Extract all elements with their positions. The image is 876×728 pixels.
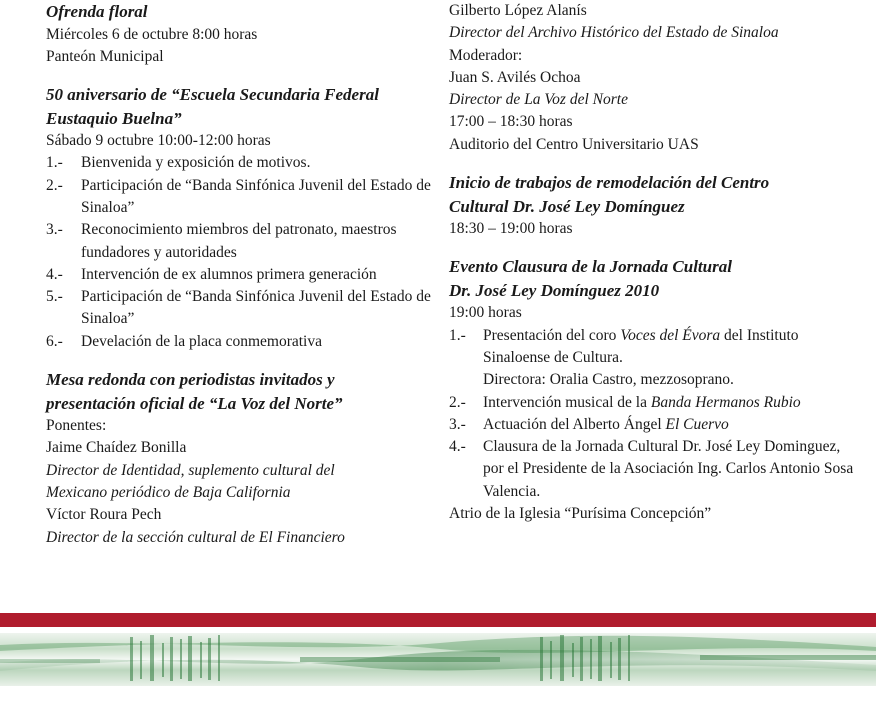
- ponentes-label: Ponentes:: [46, 417, 107, 435]
- item-number: 2.-: [46, 176, 63, 194]
- moderador-role-publication: La Voz del Norte: [524, 91, 628, 109]
- item-number: 4.-: [46, 265, 63, 283]
- item-number: 2.-: [449, 393, 466, 411]
- item-text-part: Actuación del Alberto Ángel: [483, 415, 666, 433]
- band-name: Banda Hermanos Rubio: [650, 393, 801, 411]
- clausura-time: 19:00 horas: [449, 304, 522, 322]
- list-item: [449, 414, 859, 436]
- ponente-name: Jaime Chaídez Bonilla: [46, 439, 187, 457]
- item-text: Intervención de ex alumnos primera generación: [81, 265, 377, 283]
- list-item: [46, 219, 431, 264]
- clausura-title-line2: Dr. José Ley Domínguez 2010: [449, 280, 660, 300]
- ponente-name: Víctor Roura Pech: [46, 506, 162, 524]
- item-text: [483, 414, 859, 436]
- ofrenda-title: Ofrenda floral: [46, 2, 148, 21]
- ofrenda-date: Miércoles 6 de octubre 8:00 horas: [46, 25, 258, 43]
- item-number: 1.-: [449, 326, 466, 344]
- green-wave-pattern: [0, 633, 876, 686]
- ponente-role: Mexicano periódico de Baja California: [46, 483, 291, 501]
- ponente-role: Director de la sección cultural de El Financiero: [46, 528, 345, 546]
- right-column: [449, 0, 859, 540]
- item-text-part: Intervención musical de la: [483, 393, 651, 411]
- artist-name: El Cuervo: [665, 415, 729, 433]
- moderador-role-prefix: Director de: [449, 91, 525, 109]
- moderador-role: [449, 89, 859, 111]
- list-item: [46, 152, 431, 174]
- clausura-program-list: [449, 325, 859, 503]
- left-column: [46, 0, 431, 564]
- item-number: 6.-: [46, 332, 63, 350]
- item-text: Participación de “Banda Sinfónica Juvenil del Estado de Sinaloa”: [81, 176, 431, 216]
- moderador-label: Moderador:: [449, 46, 523, 64]
- moderador-name: Juan S. Avilés Ochoa: [449, 68, 581, 86]
- list-item: [449, 436, 859, 503]
- item-number: 3.-: [449, 415, 466, 433]
- clausura-section: [449, 255, 859, 525]
- choir-director: Directora: Oralia Castro, mezzosoprano.: [483, 371, 734, 389]
- aniversario-title-line1: 50 aniversario de “Escuela Secundaria Federal: [46, 85, 379, 105]
- item-text-part: Presentación del coro: [483, 326, 621, 344]
- list-item: [449, 325, 859, 392]
- remodelacion-time: 18:30 – 19:00 horas: [449, 220, 573, 238]
- item-number: 4.-: [449, 438, 466, 456]
- item-text: [483, 392, 859, 414]
- ponente-role: Director del Archivo Histórico del Estado de Sinaloa: [449, 24, 779, 42]
- item-text: Reconocimiento miembros del patronato, maestros fundadores y autoridades: [81, 221, 397, 261]
- aniversario-date: Sábado 9 octubre 10:00-12:00 horas: [46, 132, 271, 150]
- list-item: [449, 392, 859, 414]
- remodelacion-title-line2: Cultural Dr. José Ley Domínguez: [449, 196, 685, 216]
- mesa-title-line2: presentación oficial de “La Voz del Norte”: [46, 393, 343, 413]
- ofrenda-section: [46, 0, 431, 68]
- ponente-name: Gilberto López Alanís: [449, 2, 587, 19]
- red-decorative-band: [0, 613, 876, 627]
- clausura-title-line1: Evento Clausura de la Jornada Cultural: [449, 257, 732, 277]
- mesa-title-line1: Mesa redonda con periodistas invitados y: [46, 370, 335, 390]
- aniversario-title-line2: Eustaquio Buelna”: [46, 108, 182, 128]
- item-text: Develación de la placa conmemorativa: [81, 332, 322, 350]
- mesa-place: Auditorio del Centro Universitario UAS: [449, 135, 699, 153]
- clausura-place: Atrio de la Iglesia “Purísima Concepción”: [449, 505, 712, 523]
- list-item: [46, 264, 431, 286]
- list-item: [46, 175, 431, 220]
- aniversario-section: [46, 83, 431, 353]
- remodelacion-section: [449, 171, 859, 240]
- item-number: 3.-: [46, 221, 63, 239]
- green-decorative-band: [0, 633, 876, 686]
- aniversario-program-list: [46, 152, 431, 353]
- item-text: [483, 325, 859, 392]
- ofrenda-place: Panteón Municipal: [46, 47, 164, 65]
- item-number: 5.-: [46, 288, 63, 306]
- mesa-time: 17:00 – 18:30 horas: [449, 113, 573, 131]
- ponente-role: Director de Identidad, suplemento cultural del: [46, 461, 335, 479]
- item-text-part: del Instituto Sinaloense de Cultura.: [483, 326, 799, 366]
- mesa-continued-section: [449, 0, 859, 156]
- mesa-section: [46, 368, 431, 549]
- item-text: Participación de “Banda Sinfónica Juvenil del Estado de Sinaloa”: [81, 288, 431, 328]
- list-item: [46, 331, 431, 353]
- item-text: Clausura de la Jornada Cultural Dr. José Ley Dominguez, por el Presidente de la Asociación Ing. Carlos Antonio Sosa Valencia.: [483, 438, 854, 500]
- list-item: [46, 286, 431, 331]
- choir-name: Voces del Évora: [620, 326, 721, 344]
- remodelacion-title-line1: Inicio de trabajos de remodelación del Centro: [449, 173, 770, 193]
- item-number: 1.-: [46, 154, 63, 172]
- item-text: Bienvenida y exposición de motivos.: [81, 154, 311, 172]
